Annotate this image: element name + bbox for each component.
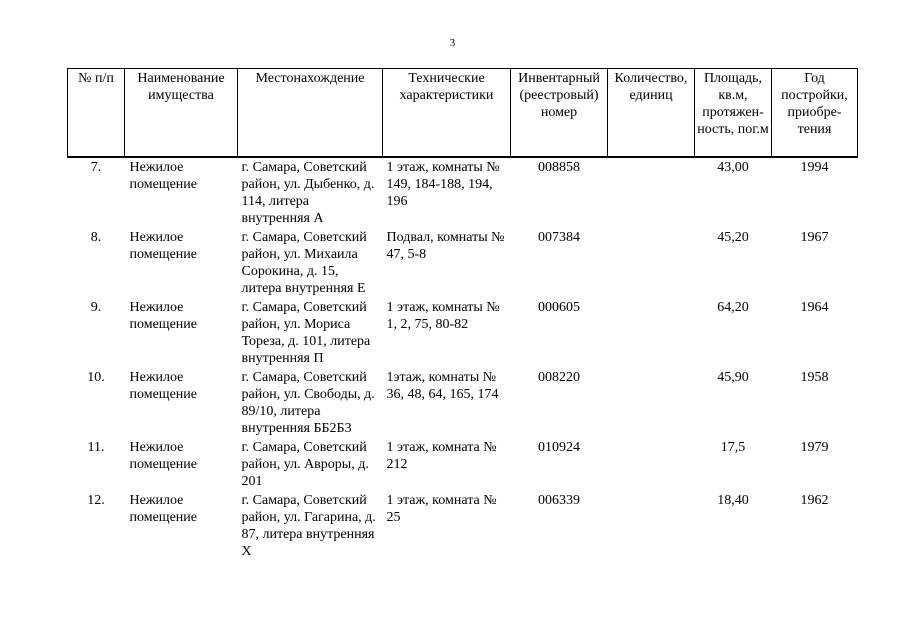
cell-area: 64,20 [717, 300, 749, 315]
cell-name: Нежилое помещение [129, 300, 197, 332]
cell-year: 1964 [800, 300, 829, 315]
cell-num: 9. [90, 300, 102, 315]
cell-quantity [608, 369, 695, 439]
cell-location: г. Самара, Советский район, ул. Свободы, д. 89/10, литера внутренняя ББ2Б3 [241, 370, 375, 436]
cell-area: 17,5 [720, 440, 746, 455]
cell-tech: 1 этаж, комната № 25 [386, 493, 497, 525]
cell-tech: 1 этаж, комната № 212 [386, 440, 497, 472]
cell-name: Нежилое помещение [129, 160, 197, 192]
cell-quantity [608, 492, 695, 562]
cell-year: 1962 [800, 493, 829, 508]
cell-location: г. Самара, Советский район, ул. Дыбенко, д. 114, литера внутренняя А [241, 160, 375, 226]
cell-tech: Подвал, комнаты № 47, 5-8 [386, 230, 505, 262]
cell-inventory: 008858 [538, 160, 580, 175]
header-year: Год постройки, приобре-тения [772, 69, 858, 158]
cell-name: Нежилое помещение [129, 230, 197, 262]
header-location: Местонахождение [238, 69, 383, 158]
header-row [68, 69, 858, 158]
page-number: 3 [449, 37, 456, 49]
cell-name: Нежилое помещение [129, 370, 197, 402]
cell-location: г. Самара, Советский район, ул. Гагарина, д. 87, литера внутренняя Х [241, 493, 376, 559]
cell-area: 43,00 [717, 160, 749, 175]
cell-tech: 1этаж, комнаты № 36, 48, 64, 165, 174 [386, 370, 499, 402]
cell-area: 45,20 [717, 230, 749, 245]
cell-area: 18,40 [717, 493, 749, 508]
property-table [67, 68, 858, 562]
cell-inventory: 008220 [538, 370, 580, 385]
cell-inventory: 006339 [538, 493, 580, 508]
cell-year: 1958 [800, 370, 829, 385]
header-area: Площадь, кв.м, протяжен-ность, пог.м [695, 69, 772, 158]
header-inventory: Инвентарный (реестровый) номер [511, 69, 608, 158]
cell-quantity [608, 229, 695, 299]
cell-area: 45,90 [717, 370, 749, 385]
header-name: Наименование имущества [125, 69, 238, 158]
cell-inventory: 000605 [538, 300, 580, 315]
table-row [68, 492, 858, 562]
cell-location: г. Самара, Советский район, ул. Мориса Тореза, д. 101, литера внутренняя П [241, 300, 371, 366]
cell-num: 10. [87, 370, 105, 385]
cell-year: 1979 [800, 440, 829, 455]
table-row [68, 157, 858, 229]
cell-num: 11. [87, 440, 105, 455]
table-row [68, 229, 858, 299]
header-tech: Технические характеристики [383, 69, 511, 158]
cell-location: г. Самара, Советский район, ул. Михаила Сорокина, д. 15, литера внутренняя Е [241, 230, 367, 296]
cell-location: г. Самара, Советский район, ул. Авроры, д. 201 [241, 440, 369, 489]
table-body [68, 157, 858, 562]
cell-num: 7. [90, 160, 102, 175]
cell-quantity [608, 439, 695, 492]
cell-year: 1994 [800, 160, 829, 175]
cell-name: Нежилое помещение [129, 493, 197, 525]
cell-quantity [608, 157, 695, 229]
table-row [68, 369, 858, 439]
cell-num: 8. [90, 230, 102, 245]
cell-quantity [608, 299, 695, 369]
cell-tech: 1 этаж, комнаты № 149, 184-188, 194, 196 [386, 160, 500, 209]
cell-num: 12. [87, 493, 105, 508]
cell-tech: 1 этаж, комнаты № 1, 2, 75, 80-82 [386, 300, 500, 332]
cell-name: Нежилое помещение [129, 440, 197, 472]
header-num: № п/п [68, 69, 125, 158]
cell-year: 1967 [800, 230, 829, 245]
table-header [68, 69, 858, 158]
table-row [68, 299, 858, 369]
header-quantity: Количество, единиц [608, 69, 695, 158]
cell-inventory: 007384 [538, 230, 580, 245]
cell-inventory: 010924 [538, 440, 580, 455]
table-row [68, 439, 858, 492]
